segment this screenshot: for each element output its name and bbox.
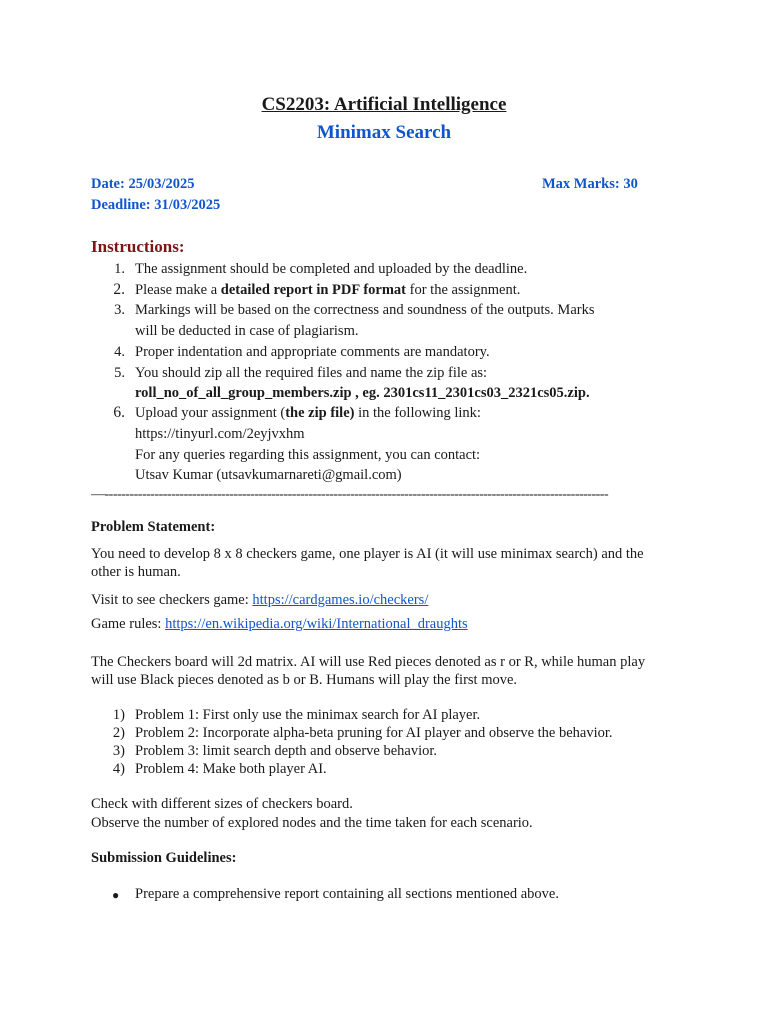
date-label: Date: 25/03/2025 [91,176,195,192]
visit-label: Visit to see checkers game: [91,592,253,608]
page-subtitle: Minimax Search [316,122,452,143]
submission-bullet-1: Prepare a comprehensive report containing all sections mentioned above. [135,886,559,902]
text-run: in the following link: [354,405,481,421]
check-line-1: Check with different sizes of checkers board. [91,796,353,812]
list-number: 4) [112,761,125,777]
list-item: Problem 3: limit search depth and observe behavior. [135,743,438,759]
list-item: Problem 2: Incorporate alpha-beta pruning for AI player and observe the behavior. [135,725,613,741]
instruction-item-3-line-2: will be deducted in case of plagiarism. [135,323,359,339]
max-marks-label: Max Marks: 30 [542,176,638,192]
problem-heading: Problem Statement: [91,519,216,535]
board-para-line-1: The Checkers board will 2d matrix. AI will use Red pieces denoted as r or R, while human play [91,654,646,670]
instruction-item-5-line-2: roll_no_of_all_group_members.zip , eg. 2301cs11_2301cs03_2321cs05.zip. [135,385,590,401]
rules-line [91,616,468,633]
instruction-item-1: The assignment should be completed and uploaded by the deadline. [135,261,528,277]
deadline-label: Deadline: 31/03/2025 [91,197,221,213]
text-run: Please make a [135,282,221,298]
list-number: 2. [113,281,125,298]
instruction-item-6 [135,405,481,422]
contact-text: Utsav Kumar (utsavkumarnareti@gmail.com) [135,467,402,483]
submission-heading: Submission Guidelines: [91,850,237,866]
instruction-item-2 [135,282,520,299]
problem-para-line-1: You need to develop 8 x 8 checkers game, one player is AI (it will use minimax search) and the [91,546,644,562]
list-item: Problem 4: Make both player AI. [135,761,327,777]
list-number: 1. [114,261,125,277]
check-line-2: Observe the number of explored nodes and the time taken for each scenario. [91,815,533,831]
list-number: 3) [112,743,125,759]
list-number: 2) [112,725,125,741]
list-item: Problem 1: First only use the minimax search for AI player. [135,707,481,723]
queries-text: For any queries regarding this assignment, you can contact: [135,447,481,463]
bullet-icon: ● [112,888,120,902]
text-run: for the assignment. [406,282,521,298]
section-divider: —------------------------------------------------------------------------------------------------------------------------- [91,487,609,502]
problem-para-line-2: other is human. [91,564,181,580]
bold-text: detailed report in PDF format [220,282,407,298]
list-number: 3. [114,302,125,318]
checkers-game-link[interactable]: https://cardgames.io/checkers/ [252,592,429,608]
game-rules-link[interactable]: https://en.wikipedia.org/wiki/International_draughts [165,616,468,632]
list-number: 6. [113,404,125,421]
board-para-line-2: will use Black pieces denoted as b or B. Humans will play the first move. [91,672,518,688]
instruction-item-3-line-1: Markings will be based on the correctness and soundness of the outputs. Marks [135,302,595,318]
list-number: 5. [114,365,125,381]
instruction-item-4: Proper indentation and appropriate comments are mandatory. [135,344,490,360]
bold-text: the zip file) [285,405,355,421]
visit-line [91,592,428,609]
list-number: 1) [112,707,125,723]
instructions-heading: Instructions: [91,237,185,256]
rules-label: Game rules: [91,616,166,632]
text-run: Upload your assignment ( [135,405,286,421]
upload-link-text: https://tinyurl.com/2eyjvxhm [135,426,305,442]
instruction-item-5-line-1: You should zip all the required files and name the zip file as: [135,365,488,381]
page-title: CS2203: Artificial Intelligence [261,94,507,115]
list-number: 4. [114,344,125,360]
